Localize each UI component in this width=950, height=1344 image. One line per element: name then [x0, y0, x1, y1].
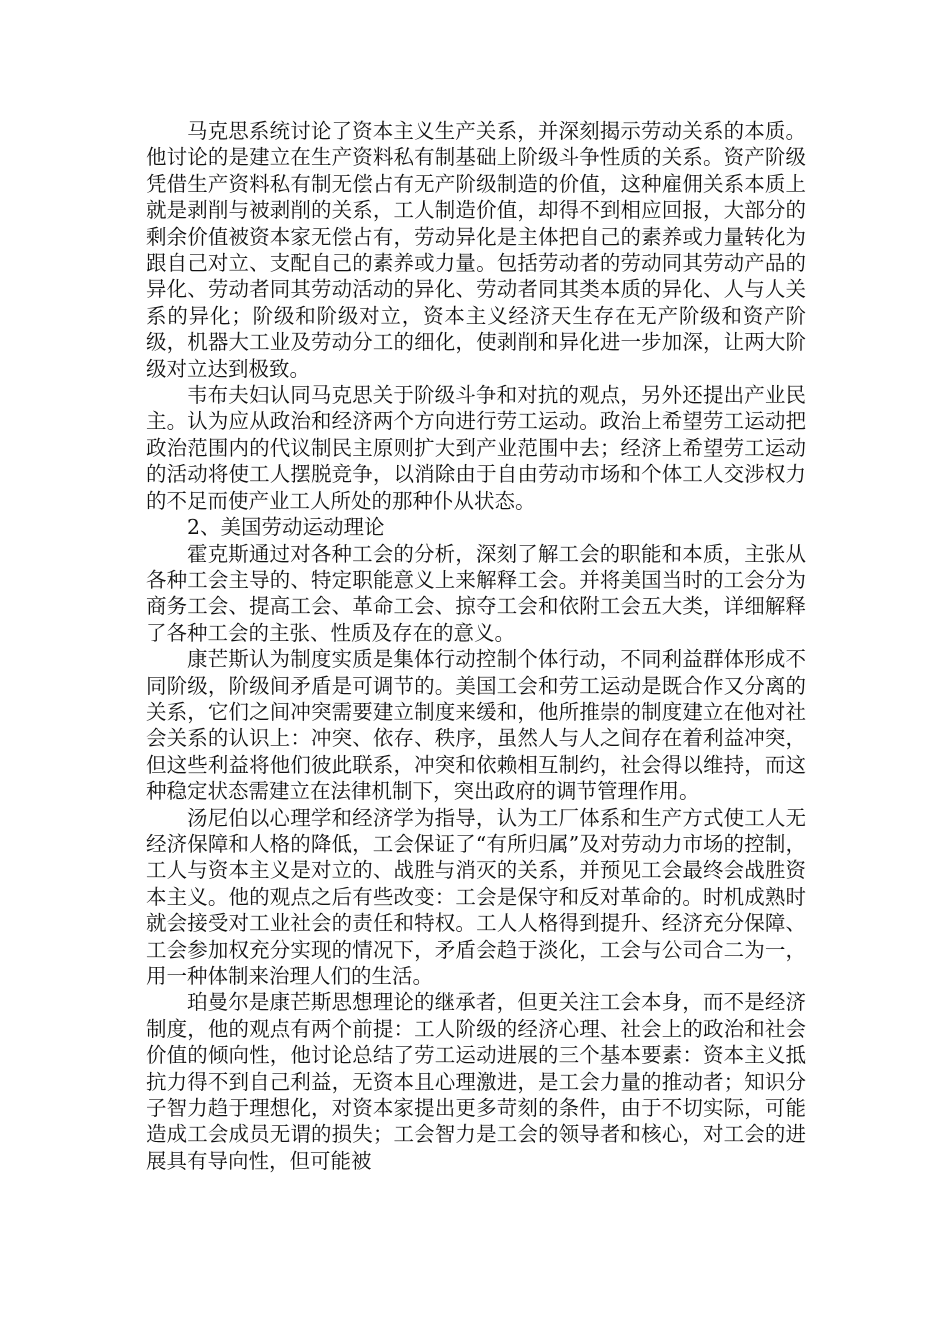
paragraph-commons: 康芒斯认为制度实质是集体行动控制个体行动，不同利益群体形成不同阶级，阶级间矛盾是可调节的。美国工会和劳工运动是既合作又分离的关系，它们之间冲突需要建立制度来缓和，他所推崇的制度建立在他对社会关系的认识上：冲突、依存、秩序，虽然人与人之间存在着利益冲突，但这些利益将他们彼此联系，冲突和依赖相互制约，社会得以维持，而这种稳定状态需建立在法律机制下，突出政府的调节管理作用。 [146, 647, 806, 804]
paragraph-hoxie: 霍克斯通过对各种工会的分析，深刻了解工会的职能和本质，主张从各种工会主导的、特定职能意义上来解释工会。并将美国当时的工会分为商务工会、提高工会、革命工会、掠夺工会和依附工会五大类，详细解释了各种工会的主张、性质及存在的意义。 [146, 541, 806, 645]
document-page [146, 118, 806, 1174]
paragraph-tannenbaum: 汤尼伯以心理学和经济学为指导，认为工厂体系和生产方式使工人无经济保障和人格的降低，工会保证了“有所归属”及对劳动力市场的控制，工人与资本主义是对立的、战胜与消灭的关系，并预见工会最终会战胜资本主义。他的观点之后有些改变：工会是保守和反对革命的。时机成熟时就会接受对工业社会的责任和特权。工人人格得到提升、经济充分保障、工会参加权充分实现的情况下，矛盾会趋于淡化，工会与公司合二为一，用一种体制来治理人们的生活。 [146, 805, 806, 988]
section-heading-american-labor-theory: 2、美国劳动运动理论 [187, 515, 385, 540]
paragraph-perlman: 珀曼尔是康芒斯思想理论的继承者，但更关注工会本身，而不是经济制度，他的观点有两个前提：工人阶级的经济心理、社会上的政治和社会价值的倾向性，他讨论总结了劳工运动进展的三个基本要素：资本主义抵抗力得不到自己利益，无资本且心理激进，是工会力量的推动者；知识分子智力趋于理想化，对资本家提出更多苛刻的条件，由于不切实际，可能造成工会成员无谓的损失；工会智力是工会的领导者和核心，对工会的进展具有导向性，但可能被 [146, 990, 806, 1173]
paragraph-webb: 韦布夫妇认同马克思关于阶级斗争和对抗的观点，另外还提出产业民主。认为应从政治和经济两个方向进行劳工运动。政治上希望劳工运动把政治范围内的代议制民主原则扩大到产业范围中去；经济上希望劳工运动的活动将使工人摆脱竞争，以消除由于自由劳动市场和个体工人交涉权力的不足而使产业工人所处的那种仆从状态。 [146, 383, 806, 513]
paragraph-marx: 马克思系统讨论了资本主义生产关系，并深刻揭示劳动关系的本质。他讨论的是建立在生产资料私有制基础上阶级斗争性质的关系。资产阶级凭借生产资料私有制无偿占有无产阶级制造的价值，这种雇佣关系本质上就是剥削与被剥削的关系，工人制造价值，却得不到相应回报，大部分的剩余价值被资本家无偿占有，劳动异化是主体把自己的素养或力量转化为跟自己对立、支配自己的素养或力量。包括劳动者的劳动同其劳动产品的异化、劳动者同其劳动活动的异化、劳动者同其类本质的异化、人与人关系的异化；阶级和阶级对立，资本主义经济天生存在无产阶级和资产阶级，机器大工业及劳动分工的细化，使剥削和异化进一步加深，让两大阶级对立达到极致。 [146, 119, 806, 381]
